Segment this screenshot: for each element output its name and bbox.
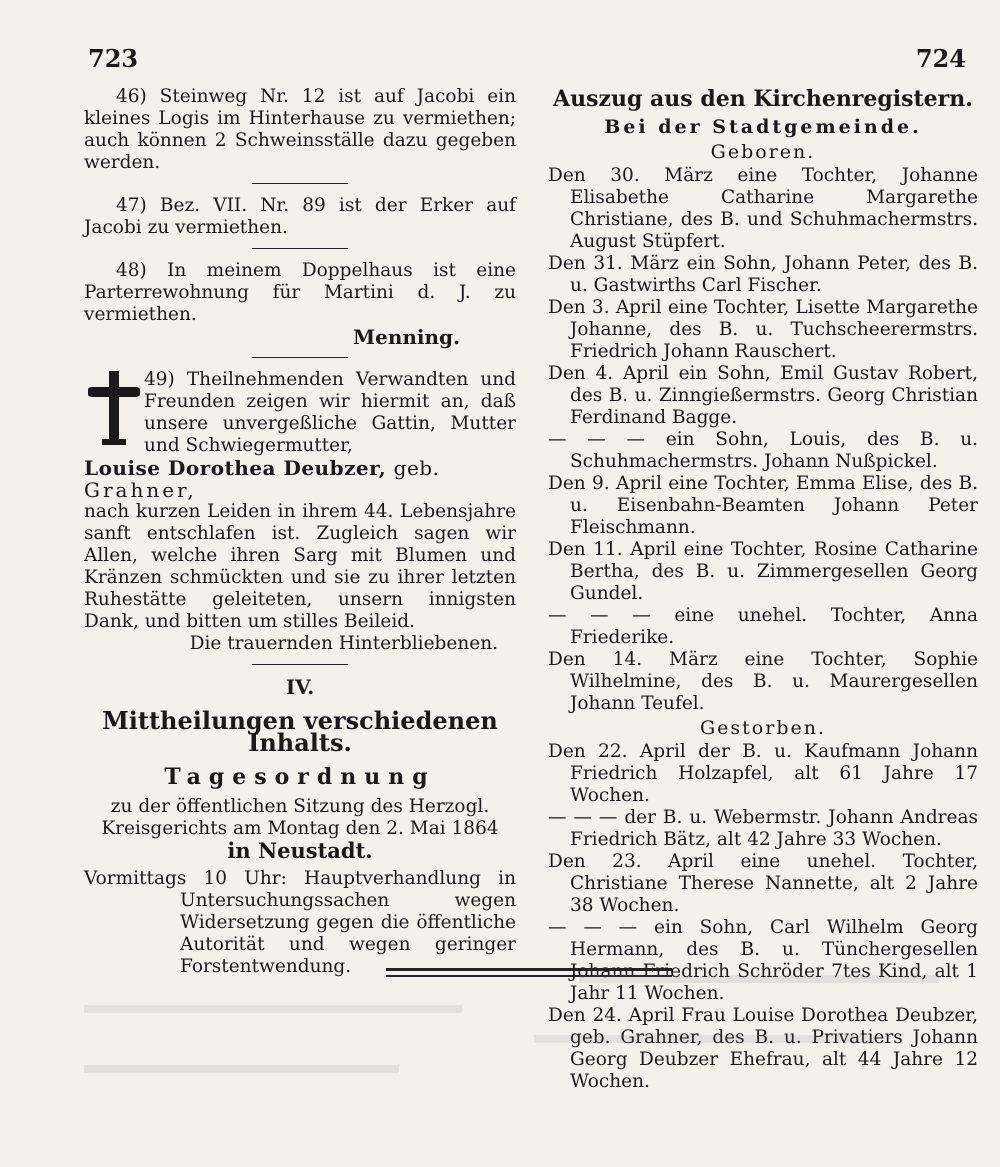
obituary-intro: 49) Theilnehmenden Verwandten und Freunden zeigen wir hiermit an, daß unsere unvergeßliche Gattin, Mutter und Schwiegermutter, — [144, 369, 516, 456]
obituary-signature: Die trauernden Hinterbliebenen. — [189, 633, 498, 654]
section-number: IV. — [285, 675, 315, 699]
list-item: Den 22. April der B. u. Kaufmann Johann Friedrich Holzapfel, alt 61 Jahre 17 Wochen. — [548, 741, 978, 806]
list-item: — — — eine unehel. Tochter, Anna Friederike. — [548, 605, 978, 648]
deceased-name: Louise Dorothea Deubzer, — [84, 456, 387, 480]
list-item: Den 11. April eine Tochter, Rosine Catharine Bertha, des B. u. Zimmergesellen Georg Gundel. — [548, 539, 978, 604]
section-title: Mittheilungen verschiedenen Inhalts. — [102, 706, 498, 757]
church-register-title: Auszug aus den Kirchenregistern. — [553, 86, 973, 112]
cross-icon — [88, 371, 140, 445]
list-item: Den 24. April Frau Louise Dorothea Deubzer, geb. Grahner, des B. u. Privatiers Johann Georg Deubzer Ehefrau, alt 44 Jahre 12 Wochen. — [548, 1005, 978, 1092]
left-column — [84, 86, 516, 978]
list-item: Den 23. April eine unehel. Tochter, Christiane Therese Nannette, alt 2 Jahre 38 Wochen. — [548, 851, 978, 916]
list-item: — — — ein Sohn, Carl Wilhelm Georg Hermann, des B. u. Tünchergesellen Johann Friedrich Schröder 7tes Kind, alt 1 Jahr 11 Wochen. — [548, 917, 978, 1004]
obituary-deceased — [84, 457, 516, 501]
page-number-left: 723 — [88, 44, 139, 73]
list-item: Den 14. März eine Tochter, Sophie Wilhelmine, des B. u. Maurergesellen Johann Teufel. — [548, 649, 978, 714]
birth-name: Grahner, — [84, 478, 197, 502]
agenda-title: Tagesordnung — [164, 764, 436, 790]
ad-46: 46) Steinweg Nr. 12 ist auf Jacobi ein kleines Logis im Hinterhause zu vermiethen; auch können 2 Schweinsställe dazu gegeben werden. — [84, 86, 516, 173]
separator — [252, 357, 348, 358]
separator — [252, 248, 348, 249]
agenda-intro: zu der öffentlichen Sitzung des Herzogl. Kreisgerichts am Montag den 2. Mai 1864 — [101, 796, 499, 839]
agenda-place: in Neustadt. — [227, 838, 373, 863]
ad-48-signature: Menning. — [352, 325, 460, 349]
list-item: Den 3. April eine Tochter, Lisette Margarethe Johanne, des B. u. Tuchscheerermstrs. Friedrich Johann Rauschert. — [548, 297, 978, 362]
list-item: Den 4. April ein Sohn, Emil Gustav Robert, des B. u. Zinngießermstrs. Georg Christian Ferdinand Bagge. — [548, 363, 978, 428]
born-heading: Geboren. — [710, 141, 816, 163]
ad-48: 48) In meinem Doppelhaus ist eine Parterrewohnung für Martini d. J. zu vermiethen. — [84, 260, 516, 325]
page-number-right: 724 — [915, 44, 966, 73]
church-register-subtitle: Bei der Stadtgemeinde. — [604, 116, 922, 138]
obituary-notice — [84, 369, 516, 655]
bleed-through-texture — [84, 975, 984, 1145]
right-column — [548, 86, 978, 1093]
separator — [252, 664, 348, 665]
obituary-text: nach kurzen Leiden in ihrem 44. Lebensjahre sanft entschlafen ist. Zugleich sagen wir Allen, welche ihren Sarg mit Blumen und Kränzen schmückten und sie zu ihrer letzten Ruhestätte geleiteten, unsern innigsten Dank, und bitten um stilles Beileid. — [84, 501, 516, 632]
agenda-item: Vormittags 10 Uhr: Hauptverhandlung in Untersuchungssachen wegen Widersetzung gegen die öffentliche Autorität und wegen geringer Forstentwendung. — [84, 868, 516, 977]
list-item: — — — ein Sohn, Louis, des B. u. Schuhmachermstrs. Johann Nußpickel. — [548, 429, 978, 472]
list-item: Den 31. März ein Sohn, Johann Peter, des B. u. Gastwirths Carl Fischer. — [548, 253, 978, 296]
died-heading: Gestorben. — [699, 717, 826, 739]
list-item: Den 30. März eine Tochter, Johanne Elisabethe Catharine Margarethe Christiane, des B. und Schuhmachermstrs. August Stüpfert. — [548, 165, 978, 252]
list-item: — — — der B. u. Webermstr. Johann Andreas Friedrich Bätz, alt 42 Jahre 33 Wochen. — [548, 807, 978, 850]
ad-47: 47) Bez. VII. Nr. 89 ist der Erker auf Jacobi zu vermiethen. — [84, 195, 516, 238]
birth-prefix: geb. — [393, 456, 440, 480]
list-item: Den 9. April eine Tochter, Emma Elise, des B. u. Eisenbahn-Beamten Johann Peter Fleischmann. — [548, 473, 978, 538]
separator — [252, 183, 348, 184]
